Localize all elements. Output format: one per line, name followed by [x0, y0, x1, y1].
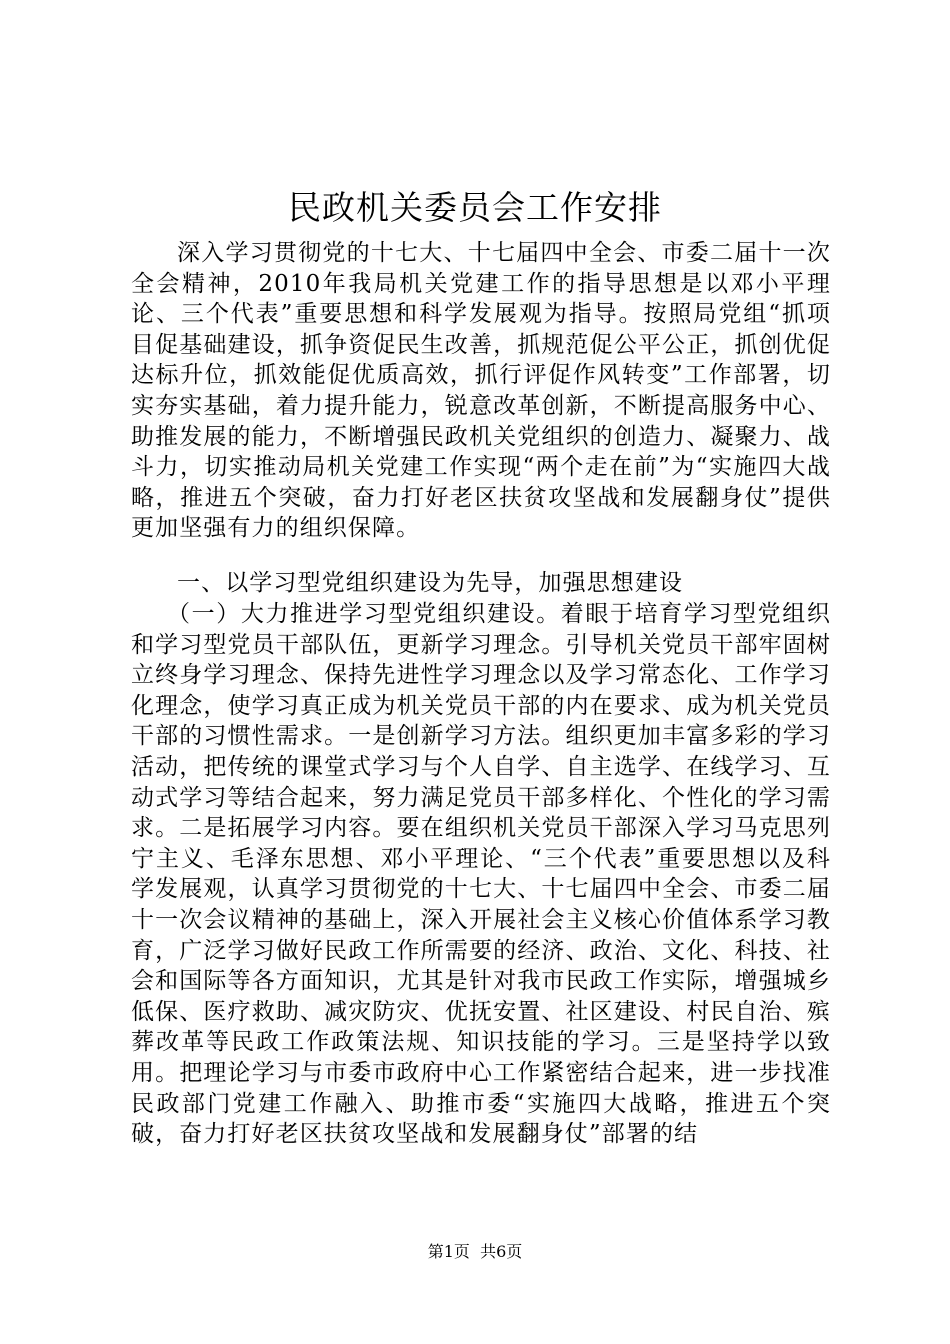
body-paragraph: （一）大力推进学习型党组织建设。着眼于培育学习型党组织和学习型党员干部队伍，更新学习理念。引导机关党员干部牢固树立终身学习理念、保持先进性学习理念以及学习常态化、工作学习化理念，使学习真正成为机关党员干部的内在要求、成为机关党员干部的习惯性需求。一是创新学习方法。组织更加丰富多彩的学习活动，把传统的课堂式学习与个人自学、自主选学、在线学习、互动式学习等结合起来，努力满足党员干部多样化、个性化的学习需求。二是拓展学习内容。要在组织机关党员干部深入学习马克思列宁主义、毛泽东思想、邓小平理论、“三个代表”重要思想以及科学发展观，认真学习贯彻党的十七大、十七届四中全会、市委二届十一次会议精神的基础上，深入开展社会主义核心价值体系学习教育，广泛学习做好民政工作所需要的经济、政治、文化、科技、社会和国际等各方面知识，尤其是针对我市民政工作实际，增强城乡低保、医疗救助、减灾防灾、优抚安置、社区建设、村民自治、殡葬改革等民政工作政策法规、知识技能的学习。三是坚持学以致用。把理论学习与市委市政府中心工作紧密结合起来，进一步找准民政部门党建工作融入、助推市委“实施四大战略，推进五个突破，奋力打好老区扶贫攻坚战和发展翻身仗”部署的结 [131, 601, 831, 1148]
intro-paragraph: 深入学习贯彻党的十七大、十七届四中全会、市委二届十一次全会精神，2010年我局机关党建工作的指导思想是以邓小平理论、三个代表”重要思想和科学发展观为指导。按照局党组“抓项目促基础建设，抓争资促民生改善，抓规范促公平公正，抓创优促达标升位，抓效能促优质高效，抓行评促作风转变”工作部署，切实夯实基础，着力提升能力，锐意改革创新，不断提高服务中心、助推发展的能力，不断增强民政机关党组织的创造力、凝聚力、战斗力，切实推动局机关党建工作实现“两个走在前”为“实施四大战略，推进五个突破，奋力打好老区扶贫攻坚战和发展翻身仗”提供更加坚强有力的组织保障。 [131, 240, 831, 542]
page-footer [0, 1241, 950, 1263]
section-heading: 一、以学习型党组织建设为先导，加强思想建设 [177, 570, 684, 596]
page-number: 第1页 共6页 [427, 1242, 523, 1261]
document-title: 民政机关委员会工作安排 [288, 188, 662, 227]
